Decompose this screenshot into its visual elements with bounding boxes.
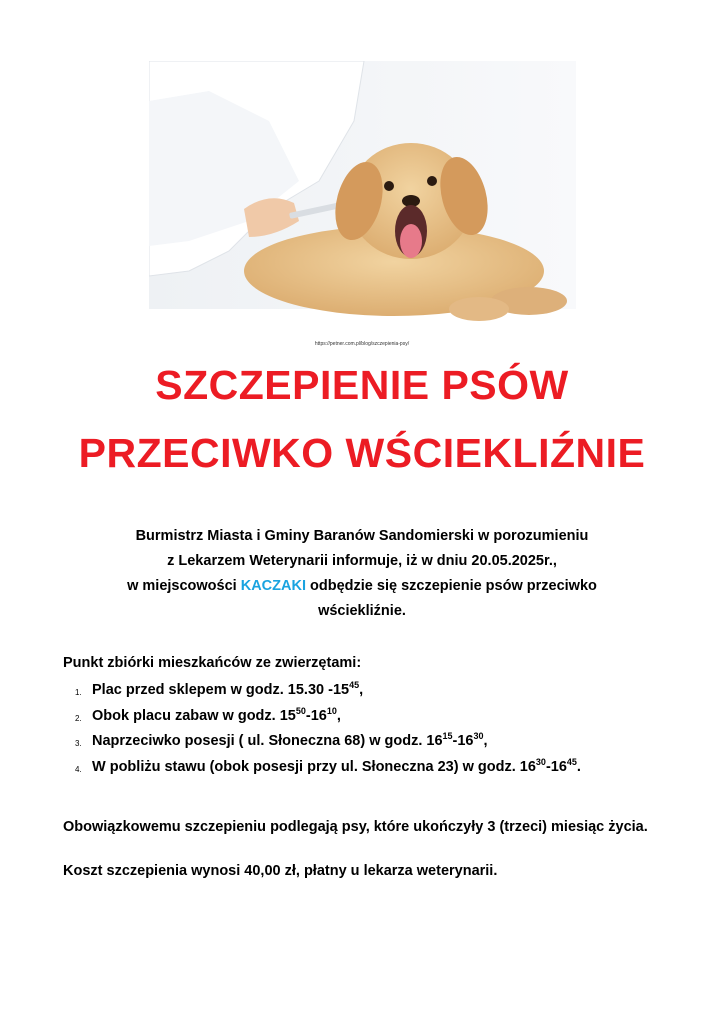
vet-puppy-illustration bbox=[149, 61, 576, 342]
cost-note: Koszt szczepienia wynosi 40,00 zł, płatny u lekarza weterynarii. bbox=[63, 863, 498, 879]
point-text: Plac przed sklepem w godz. 15.30 -15 bbox=[92, 682, 350, 698]
time-sup: 45 bbox=[349, 680, 360, 690]
point-end: , bbox=[359, 682, 364, 698]
image-credit: https://petner.com.pl/blog/szczepienia-psy/ bbox=[314, 341, 410, 347]
point-end: . bbox=[576, 758, 581, 775]
time-sup: 50 bbox=[295, 705, 306, 716]
point-end: , bbox=[483, 733, 488, 749]
list-number: 2. bbox=[75, 713, 82, 723]
list-item bbox=[63, 756, 703, 785]
time-sup: 45 bbox=[566, 756, 577, 767]
intro-line-4: wściekliźnie. bbox=[318, 603, 406, 619]
points-list bbox=[63, 682, 703, 784]
point-text: Naprzeciwko posesji ( ul. Słoneczna 68) w godz. 16 bbox=[92, 733, 443, 749]
point-mid: -16 bbox=[452, 733, 474, 749]
time-sup: 30 bbox=[473, 731, 484, 741]
list-item bbox=[63, 705, 703, 734]
points-heading: Punkt zbiórki mieszkańców ze zwierzętami: bbox=[63, 655, 362, 671]
title-line-2: PRZECIWKO WŚCIEKLIŹNIE bbox=[78, 430, 646, 476]
list-item bbox=[63, 733, 703, 759]
list-number: 4. bbox=[75, 764, 82, 774]
intro-line-2: z Lekarzem Weterynarii informuje, iż w dniu 20.05.2025r., bbox=[167, 553, 557, 569]
time-sup: 15 bbox=[442, 731, 453, 741]
intro-line-1: Burmistrz Miasta i Gminy Baranów Sandomierski w porozumieniu bbox=[135, 528, 589, 544]
point-end: , bbox=[336, 707, 341, 724]
point-mid: -16 bbox=[545, 758, 567, 775]
age-requirement-note: Obowiązkowemu szczepieniu podlegają psy, które ukończyły 3 (trzeci) miesiąc życia. bbox=[63, 819, 648, 835]
header-photo bbox=[149, 61, 576, 342]
title-line-1: SZCZEPIENIE PSÓW bbox=[155, 362, 569, 408]
time-sup: 30 bbox=[535, 756, 546, 767]
list-item bbox=[63, 682, 703, 708]
list-number: 3. bbox=[75, 739, 82, 748]
point-text: W pobliżu stawu (obok posesji przy ul. Słoneczna 23) w godz. 16 bbox=[92, 758, 536, 775]
time-sup: 10 bbox=[326, 705, 337, 716]
intro-line-3-before: w miejscowości bbox=[127, 578, 241, 594]
point-text: Obok placu zabaw w godz. 15 bbox=[92, 707, 296, 724]
village-name: KACZAKI bbox=[240, 578, 306, 594]
intro-line-3 bbox=[60, 574, 664, 599]
intro-paragraph bbox=[60, 524, 664, 624]
list-number: 1. bbox=[75, 688, 82, 697]
intro-line-3-after: odbędzie się szczepienie psów przeciwko bbox=[305, 578, 597, 594]
point-mid: -16 bbox=[305, 707, 327, 724]
